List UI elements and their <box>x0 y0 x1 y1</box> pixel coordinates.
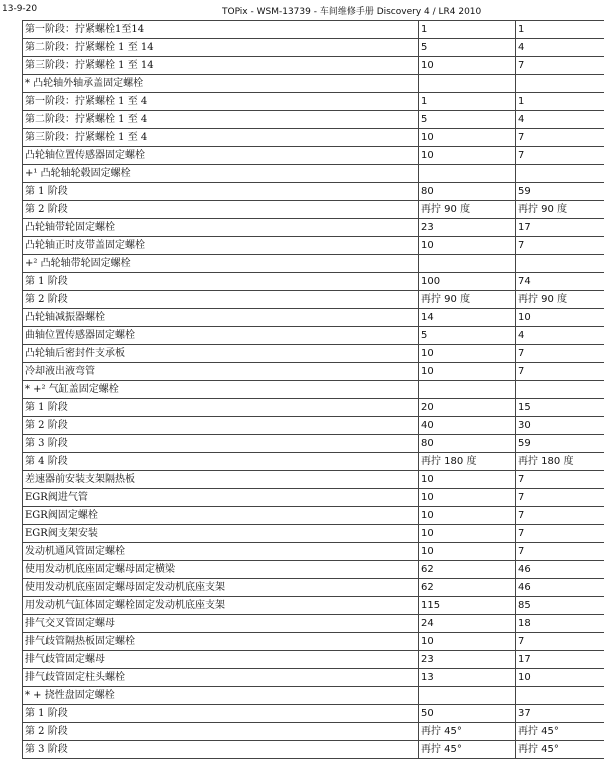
table-row <box>23 129 604 147</box>
table-row <box>23 291 604 309</box>
torque-nm-cell: 23 <box>419 651 516 669</box>
torque-spec-table <box>22 20 604 759</box>
torque-lbft-cell: 7 <box>516 129 604 147</box>
torque-nm-cell: 5 <box>419 327 516 345</box>
item-description-cell: 第三阶段：拧紧螺栓 1 至 4 <box>23 129 419 147</box>
torque-lbft-cell: 4 <box>516 111 604 129</box>
torque-nm-cell: 14 <box>419 309 516 327</box>
torque-lbft-cell: 再拧 90 度 <box>516 291 604 309</box>
torque-nm-cell: 20 <box>419 399 516 417</box>
item-description-cell: 用发动机气缸体固定螺栓固定发动机底座支架 <box>23 597 419 615</box>
torque-lbft-cell: 7 <box>516 633 604 651</box>
table-row <box>23 723 604 741</box>
item-description-cell: 第 3 阶段 <box>23 741 419 759</box>
item-description-cell: 凸轮轴后密封件支承板 <box>23 345 419 363</box>
item-description-cell: 凸轮轴正时皮带盖固定螺栓 <box>23 237 419 255</box>
torque-lbft-cell: 再拧 45° <box>516 741 604 759</box>
item-description-cell: 冷却液出液弯管 <box>23 363 419 381</box>
print-date: 13-9-20 <box>2 4 37 14</box>
torque-nm-cell: 1 <box>419 21 516 39</box>
document-title: TOPix - WSM-13739 - 车间维修手册 Discovery 4 / LR4 2010 <box>222 4 481 17</box>
item-description-cell: 第 4 阶段 <box>23 453 419 471</box>
table-row <box>23 525 604 543</box>
item-description-cell: +¹ 凸轮轴轮毂固定螺栓 <box>23 165 419 183</box>
torque-nm-cell: 10 <box>419 489 516 507</box>
table-row <box>23 687 604 705</box>
torque-lbft-cell: 7 <box>516 237 604 255</box>
torque-lbft-cell <box>516 687 604 705</box>
torque-nm-cell <box>419 255 516 273</box>
torque-nm-cell: 62 <box>419 561 516 579</box>
item-description-cell: 凸轮轴位置传感器固定螺栓 <box>23 147 419 165</box>
item-description-cell: 排气歧管隔热板固定螺栓 <box>23 633 419 651</box>
torque-lbft-cell: 30 <box>516 417 604 435</box>
item-description-cell: 曲轴位置传感器固定螺栓 <box>23 327 419 345</box>
torque-lbft-cell: 再拧 45° <box>516 723 604 741</box>
table-row <box>23 669 604 687</box>
torque-nm-cell: 50 <box>419 705 516 723</box>
table-row <box>23 75 604 93</box>
item-description-cell: 发动机通风管固定螺栓 <box>23 543 419 561</box>
torque-nm-cell: 10 <box>419 147 516 165</box>
item-description-cell: +² 凸轮轴带轮固定螺栓 <box>23 255 419 273</box>
torque-nm-cell: 5 <box>419 111 516 129</box>
table-row <box>23 489 604 507</box>
table-row <box>23 705 604 723</box>
table-row <box>23 39 604 57</box>
torque-nm-cell: 再拧 180 度 <box>419 453 516 471</box>
torque-nm-cell: 10 <box>419 507 516 525</box>
torque-nm-cell: 10 <box>419 57 516 75</box>
item-description-cell: 第 2 阶段 <box>23 417 419 435</box>
torque-table-body <box>23 21 604 759</box>
table-row <box>23 597 604 615</box>
item-description-cell: 使用发动机底座固定螺母固定横梁 <box>23 561 419 579</box>
table-row <box>23 93 604 111</box>
table-row <box>23 111 604 129</box>
item-description-cell: 第 1 阶段 <box>23 705 419 723</box>
torque-lbft-cell: 7 <box>516 471 604 489</box>
torque-lbft-cell <box>516 381 604 399</box>
table-row <box>23 417 604 435</box>
torque-lbft-cell: 7 <box>516 489 604 507</box>
table-row <box>23 507 604 525</box>
table-row <box>23 219 604 237</box>
table-row <box>23 57 604 75</box>
table-row <box>23 543 604 561</box>
torque-lbft-cell: 10 <box>516 669 604 687</box>
torque-nm-cell: 80 <box>419 435 516 453</box>
item-description-cell: 差速器前安装支架隔热板 <box>23 471 419 489</box>
torque-lbft-cell: 37 <box>516 705 604 723</box>
table-row <box>23 363 604 381</box>
item-description-cell: 第三阶段：拧紧螺栓 1 至 14 <box>23 57 419 75</box>
torque-nm-cell: 10 <box>419 345 516 363</box>
torque-lbft-cell: 1 <box>516 21 604 39</box>
table-row <box>23 165 604 183</box>
table-row <box>23 561 604 579</box>
item-description-cell: 第一阶段：拧紧螺栓1至14 <box>23 21 419 39</box>
torque-nm-cell: 10 <box>419 237 516 255</box>
item-description-cell: 第 1 阶段 <box>23 399 419 417</box>
table-row <box>23 471 604 489</box>
torque-lbft-cell: 7 <box>516 363 604 381</box>
page-header <box>0 0 604 20</box>
torque-lbft-cell: 15 <box>516 399 604 417</box>
item-description-cell: * + 挠性盘固定螺栓 <box>23 687 419 705</box>
torque-nm-cell: 13 <box>419 669 516 687</box>
torque-nm-cell: 100 <box>419 273 516 291</box>
torque-nm-cell: 10 <box>419 543 516 561</box>
item-description-cell: 凸轮轴带轮固定螺栓 <box>23 219 419 237</box>
table-row <box>23 201 604 219</box>
item-description-cell: * 凸轮轴外轴承盖固定螺栓 <box>23 75 419 93</box>
torque-nm-cell: 1 <box>419 93 516 111</box>
torque-lbft-cell: 85 <box>516 597 604 615</box>
torque-nm-cell: 24 <box>419 615 516 633</box>
torque-lbft-cell: 59 <box>516 435 604 453</box>
item-description-cell: 第 2 阶段 <box>23 291 419 309</box>
torque-nm-cell: 5 <box>419 39 516 57</box>
torque-nm-cell <box>419 381 516 399</box>
table-row <box>23 651 604 669</box>
torque-lbft-cell: 18 <box>516 615 604 633</box>
item-description-cell: 第一阶段：拧紧螺栓 1 至 4 <box>23 93 419 111</box>
table-row <box>23 309 604 327</box>
torque-lbft-cell: 4 <box>516 327 604 345</box>
item-description-cell: 第 3 阶段 <box>23 435 419 453</box>
table-row <box>23 21 604 39</box>
torque-nm-cell <box>419 687 516 705</box>
table-row <box>23 579 604 597</box>
torque-nm-cell: 80 <box>419 183 516 201</box>
item-description-cell: 第 2 阶段 <box>23 201 419 219</box>
torque-lbft-cell: 10 <box>516 309 604 327</box>
torque-lbft-cell: 7 <box>516 57 604 75</box>
torque-lbft-cell: 17 <box>516 219 604 237</box>
item-description-cell: EGR阀支架安装 <box>23 525 419 543</box>
table-row <box>23 327 604 345</box>
item-description-cell: 凸轮轴减振器螺栓 <box>23 309 419 327</box>
table-row <box>23 435 604 453</box>
table-row <box>23 183 604 201</box>
torque-lbft-cell: 7 <box>516 543 604 561</box>
torque-lbft-cell: 46 <box>516 561 604 579</box>
item-description-cell: 第 1 阶段 <box>23 183 419 201</box>
item-description-cell: 使用发动机底座固定螺母固定发动机底座支架 <box>23 579 419 597</box>
torque-lbft-cell: 46 <box>516 579 604 597</box>
torque-nm-cell: 40 <box>419 417 516 435</box>
torque-lbft-cell: 再拧 90 度 <box>516 201 604 219</box>
torque-nm-cell: 10 <box>419 363 516 381</box>
table-row <box>23 147 604 165</box>
item-description-cell: 排气歧管固定柱头螺栓 <box>23 669 419 687</box>
torque-nm-cell: 再拧 90 度 <box>419 201 516 219</box>
table-row <box>23 381 604 399</box>
item-description-cell: EGR阀固定螺栓 <box>23 507 419 525</box>
table-row <box>23 453 604 471</box>
torque-lbft-cell: 4 <box>516 39 604 57</box>
torque-lbft-cell <box>516 165 604 183</box>
torque-lbft-cell: 59 <box>516 183 604 201</box>
torque-lbft-cell: 17 <box>516 651 604 669</box>
torque-lbft-cell: 1 <box>516 93 604 111</box>
table-row <box>23 633 604 651</box>
item-description-cell: 第 1 阶段 <box>23 273 419 291</box>
torque-nm-cell: 62 <box>419 579 516 597</box>
table-row <box>23 255 604 273</box>
torque-lbft-cell <box>516 75 604 93</box>
torque-nm-cell: 10 <box>419 525 516 543</box>
table-row <box>23 741 604 759</box>
item-description-cell: * +² 气缸盖固定螺栓 <box>23 381 419 399</box>
table-row <box>23 345 604 363</box>
torque-nm-cell: 10 <box>419 129 516 147</box>
torque-nm-cell <box>419 75 516 93</box>
torque-nm-cell: 再拧 45° <box>419 723 516 741</box>
item-description-cell: EGR阀进气管 <box>23 489 419 507</box>
torque-nm-cell <box>419 165 516 183</box>
item-description-cell: 第二阶段：拧紧螺栓 1 至 4 <box>23 111 419 129</box>
torque-nm-cell: 再拧 90 度 <box>419 291 516 309</box>
torque-lbft-cell: 7 <box>516 345 604 363</box>
table-row <box>23 273 604 291</box>
torque-lbft-cell: 74 <box>516 273 604 291</box>
torque-nm-cell: 再拧 45° <box>419 741 516 759</box>
torque-nm-cell: 10 <box>419 471 516 489</box>
item-description-cell: 第二阶段：拧紧螺栓 1 至 14 <box>23 39 419 57</box>
torque-lbft-cell: 7 <box>516 147 604 165</box>
item-description-cell: 排气歧管固定螺母 <box>23 651 419 669</box>
item-description-cell: 排气交叉管固定螺母 <box>23 615 419 633</box>
table-row <box>23 399 604 417</box>
table-row <box>23 237 604 255</box>
torque-lbft-cell <box>516 255 604 273</box>
item-description-cell: 第 2 阶段 <box>23 723 419 741</box>
torque-nm-cell: 115 <box>419 597 516 615</box>
torque-lbft-cell: 7 <box>516 525 604 543</box>
table-row <box>23 615 604 633</box>
torque-lbft-cell: 7 <box>516 507 604 525</box>
torque-nm-cell: 10 <box>419 633 516 651</box>
torque-lbft-cell: 再拧 180 度 <box>516 453 604 471</box>
torque-nm-cell: 23 <box>419 219 516 237</box>
